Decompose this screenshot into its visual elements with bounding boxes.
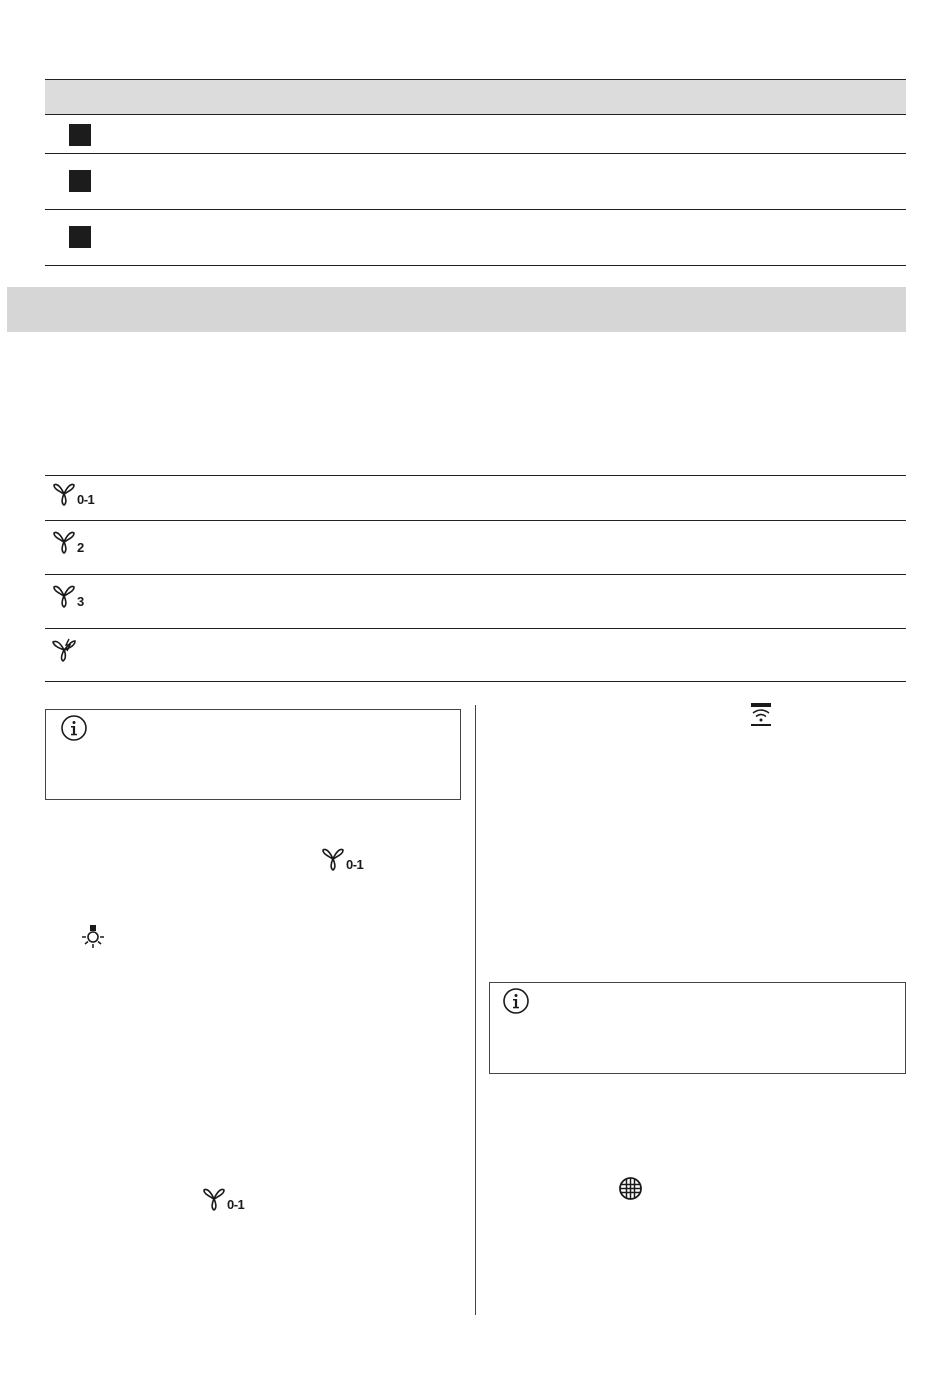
fan-table-bottom-rule xyxy=(45,681,906,682)
fan-icon xyxy=(51,481,77,507)
fan-table-top-rule xyxy=(45,475,906,476)
fan-icon xyxy=(51,583,77,609)
fan-boost-icon xyxy=(51,637,77,663)
table-bottom-rule xyxy=(45,265,906,266)
fan-table-divider xyxy=(45,520,906,521)
fan-speed-label: 0-1 xyxy=(227,1197,245,1212)
fan-speed-label: 3 xyxy=(77,594,84,609)
info-note-left xyxy=(45,709,461,800)
table-row-1-marker xyxy=(69,124,91,146)
fan-speed-label: 2 xyxy=(77,540,84,555)
light-icon xyxy=(80,924,106,950)
table-row-divider xyxy=(45,209,906,210)
column-divider xyxy=(475,705,476,1315)
table-row-divider xyxy=(45,153,906,154)
hob-connection-icon xyxy=(748,702,774,728)
info-icon xyxy=(502,987,530,1015)
fan-icon xyxy=(201,1186,227,1212)
fan-icon xyxy=(51,529,77,555)
fan-speed-row-boost xyxy=(51,637,77,663)
table-row-2-marker xyxy=(69,170,91,192)
fan-table-divider xyxy=(45,628,906,629)
fan-speed-label: 0-1 xyxy=(346,857,364,872)
grease-filter-icon xyxy=(618,1176,643,1201)
fan-speed-label: 0-1 xyxy=(77,492,95,507)
fan-speed-row-3 xyxy=(51,583,84,609)
info-icon xyxy=(60,714,88,742)
fan-table-divider xyxy=(45,574,906,575)
table-row-3-marker xyxy=(69,226,91,248)
fan-speed-row-2 xyxy=(51,529,84,555)
fan-speed-row-1 xyxy=(51,481,94,507)
section-heading-band xyxy=(7,287,906,332)
table-header xyxy=(45,79,906,115)
fan-icon xyxy=(320,846,346,872)
inline-fan-0-1 xyxy=(320,846,363,872)
inline-fan-0-1-lower xyxy=(201,1186,244,1212)
info-note-right xyxy=(489,982,906,1074)
